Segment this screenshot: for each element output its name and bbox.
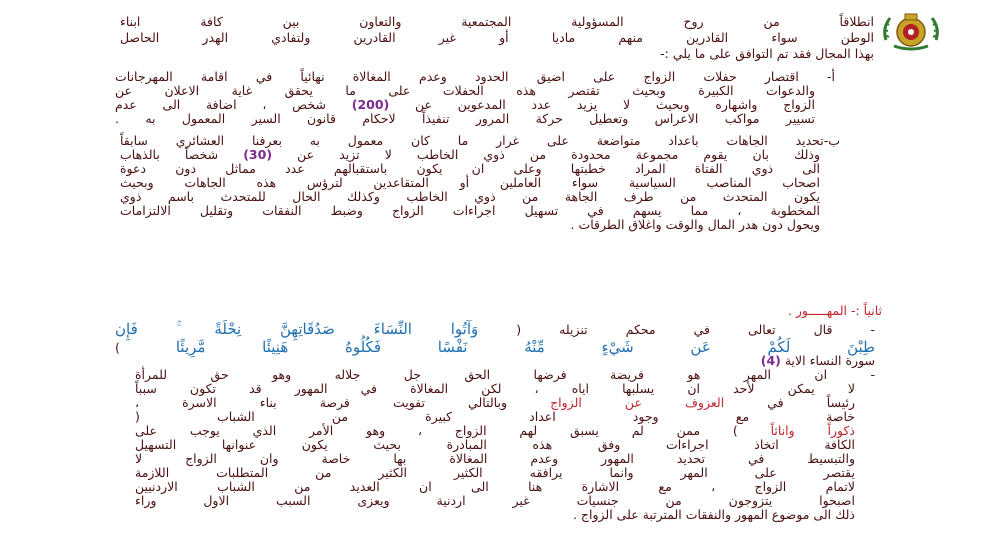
mahr-line-2: لا يمكن لأحد ان يسلبها اياه ، لكن المغالاة في المهور قد تكون سبباً (135, 381, 855, 396)
item-b-line-3: الى ذوي الفتاة المراد خطبتها وعلى ان يكون باستقبالهم عدد مماثل دون دعوة (120, 161, 820, 176)
mahr-line-6: الكافة اتخاذ اجراءات وفق هذه المبادرة بحيث يكون عنوانها التسهيل (135, 437, 855, 452)
quran-intro: - قال تعالى في محكم تنزيله ( (516, 322, 875, 337)
item-a-line-1: أ- اقتصار حفلات الزواج على اضيق الحدود وعدم المغالاة نهائياً في اقامة المهرجانات (115, 69, 835, 84)
item-a-text-3b: شخص ، اضافة الى عدم (115, 97, 326, 112)
item-b-line-7: ويحول دون هدر المال والوقت واغلاق الطرقات . (570, 217, 820, 232)
item-b-number: (30) (243, 147, 273, 162)
mahr-text-3a: رئيساً في (767, 395, 855, 410)
mahr-highlight-reluctance: العزوف عن الزواج (550, 395, 725, 410)
mahr-text-3b: وبالتالي تفويت فرصة بناء الاسرة ، (135, 395, 508, 410)
quran-verse-part-2: طِبْنَ لَكُمْ عَن شَيْءٍ مِّنْهُ نَفْسًا فَكُلُوهُ هَنِيئًا مَّرِيئًا (175, 338, 875, 356)
item-b-text-2b: شخصاً بالذهاب (120, 147, 219, 162)
mahr-line-8: يقتصر على المهر وانما يرافقه الكثير الكثير من المتطلبات اللازمة (135, 465, 855, 480)
mahr-line-9: لاتمام الزواج ، مع الاشارة هنا الى ان العديد من الشباب الاردنيين (135, 479, 855, 494)
mahr-line-3 (135, 396, 855, 410)
quran-close: ) (115, 340, 120, 355)
quran-verse-part-1: وَآتُوا النِّسَاءَ صَدُقَاتِهِنَّ نِحْلَةً ۚ فَإِن (115, 320, 479, 338)
mahr-line-7: والتبسيط في تحديد المهور وعدم المغالاة بها خاصة وان الزواج لا (135, 451, 855, 466)
mahr-line-11: ذلك الى موضوع المهور والنفقات المترتبة على الزواج . (572, 507, 855, 522)
item-b-line-2 (120, 148, 820, 162)
mahr-text-5b: ) ممن لم يسبق لهم الزواج ، وهو الأمر الذي يوجب على (135, 423, 738, 438)
intro-line-3: بهذا المجال فقد تم التوافق على ما يلي :- (660, 46, 874, 61)
item-b-line-1: ب-تحديد الجاهات باعداد متواضعة على غرار ما كان معمول به بعرفنا العشائري سابقاً (120, 133, 840, 148)
item-b-line-4: اصحاب المناصب السياسية سواء العاملين أو المتقاعدين لترؤس هذه الجاهات وبحيث (120, 175, 820, 190)
item-a-line-4: تسيير مواكب الاعراس وتعطيل حركة المرور تنفيذاً لاحكام قانون السير المعمول به . (115, 111, 815, 126)
item-b-text-2a: وذلك بان يقوم مجموعة محدودة من ذوي الخاطب لا تزيد عن (297, 147, 820, 162)
mahr-highlight-gender: ذكوراً واناثاً (770, 423, 855, 438)
mahr-line-10: اصبحوا يتزوجون من جنسيات غير اردنية ويعزى السبب الاول وراء (135, 493, 855, 508)
mahr-line-4: خاصة مع وجود اعداد كبيرة من الشباب ( (135, 409, 855, 424)
mahr-line-1: - ان المهر هو فريضة فرضها الحق جل جلاله وهو حق للمرأة (135, 367, 875, 382)
quran-reference (600, 354, 875, 368)
item-b-line-6: المخطوبة ، مما يسهم في تسهيل اجراءات الزواج وضبط النفقات وتقليل الالتزامات (120, 203, 820, 218)
intro-line-2: الوطن سواء القادرين منهم ماديا أو غير القادرين ولتفادي الهدر الحاصل (120, 30, 874, 45)
item-a-line-3 (115, 98, 815, 112)
item-a-text-3a: الزواج واشهاره وبحيث لا يزيد عدد المدعوين عن (415, 97, 815, 112)
quran-reference-text: سورة النساء الاية (784, 353, 875, 368)
quran-line-1 (115, 320, 875, 339)
emblem-icon (880, 10, 942, 52)
item-b-line-5: يكون المتحدث من طرف الجاهة من ذوي الخاطب وكذلك الحال للمتحدث باسم ذوي (120, 189, 820, 204)
intro-line-1: انطلاقاً من روح المسؤولية المجتمعية والتعاون بين كافة ابناء (120, 14, 874, 29)
mahr-line-5 (135, 424, 855, 438)
item-a-number: (200) (351, 97, 390, 112)
quran-reference-number: (4) (760, 353, 781, 368)
item-a-line-2: والدعوات الكبيرة وبحيث تقتصر هذه الحفلات على ما يحقق غاية الاعلان عن (115, 83, 815, 98)
section-2-heading: ثانياً :- المهـــــور . (787, 303, 882, 318)
